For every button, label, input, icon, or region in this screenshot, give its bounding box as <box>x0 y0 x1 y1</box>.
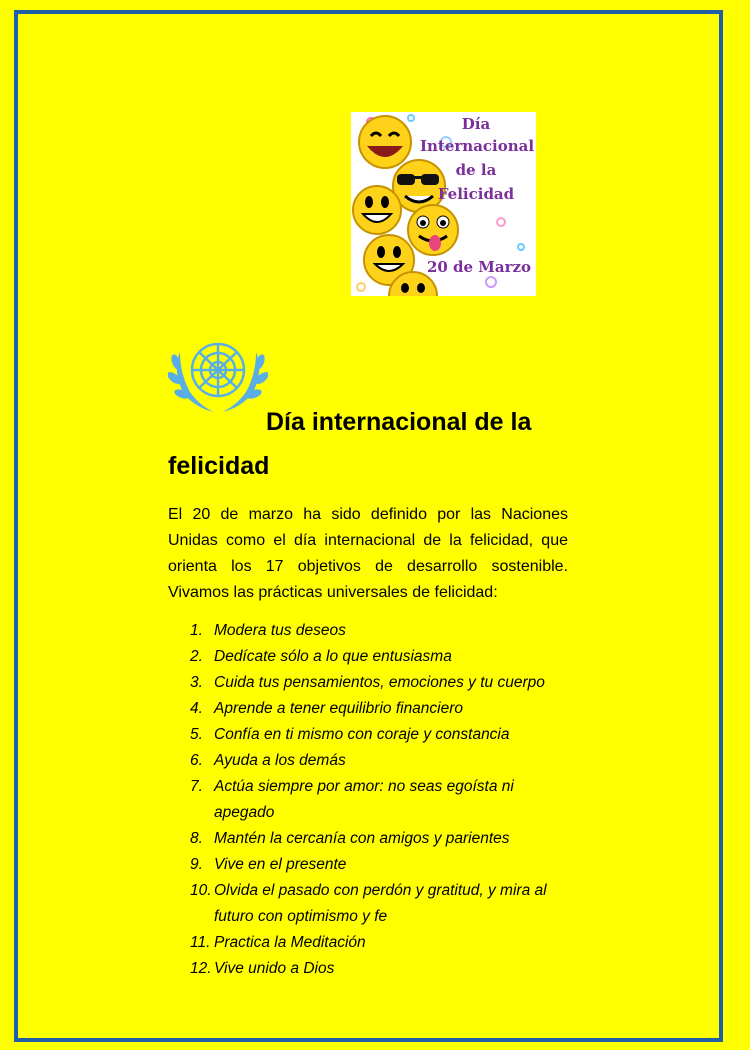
practice-text: Practica la Meditación <box>214 934 366 951</box>
badge-line-1: Día <box>461 115 491 133</box>
grinning-face-icon <box>353 186 401 234</box>
practices-list <box>168 618 568 982</box>
tongue-face-icon <box>408 205 458 255</box>
title-line-1: Día internacional de la <box>266 408 532 436</box>
practice-text: Confía en ti mismo con coraje y constancia <box>214 726 510 743</box>
badge-line-3: de la <box>455 161 497 179</box>
practice-item <box>168 748 568 774</box>
practice-number: 3. <box>190 674 203 691</box>
badge-line-4: Felicidad <box>437 185 515 203</box>
practice-number: 8. <box>190 830 203 847</box>
practice-number: 12. <box>190 960 212 977</box>
practice-number: 2. <box>190 648 203 665</box>
practice-number: 1. <box>190 622 203 639</box>
practice-text: Dedícate sólo a lo que entusiasma <box>214 648 452 665</box>
practice-item <box>168 878 568 930</box>
practice-text: Actúa siempre por amor: no seas egoísta ni apegado <box>214 778 514 821</box>
practice-item <box>168 956 568 982</box>
practice-item <box>168 852 568 878</box>
practice-item <box>168 644 568 670</box>
laughing-face-icon <box>359 116 411 168</box>
practice-number: 11. <box>190 934 211 951</box>
practice-text: Olvida el pasado con perdón y gratitud, y mira al futuro con optimismo y fe <box>214 882 547 925</box>
practice-item <box>168 670 568 696</box>
practice-number: 4. <box>190 700 203 717</box>
intro-paragraph: El 20 de marzo ha sido definido por las Naciones Unidas como el día internacional de la felicidad, que orienta los 17 objetivos de desarrollo sostenible. Vivamos las prácticas universales de felicidad: <box>168 506 568 601</box>
practice-item <box>168 930 568 956</box>
un-emblem-icon <box>168 332 268 416</box>
badge-line-2: Internacional <box>420 137 535 155</box>
practice-number: 5. <box>190 726 203 743</box>
title-line-2: felicidad <box>168 452 270 480</box>
happiness-day-badge <box>351 112 536 296</box>
practice-number: 7. <box>190 778 203 795</box>
practice-text: Aprende a tener equilibrio financiero <box>214 700 464 717</box>
badge-date: 20 de Marzo <box>426 258 532 276</box>
practice-item <box>168 696 568 722</box>
practice-text: Vive en el presente <box>214 856 347 873</box>
practice-text: Vive unido a Dios <box>214 960 335 977</box>
practice-text: Modera tus deseos <box>214 622 346 639</box>
practice-number: 9. <box>190 856 203 873</box>
practice-item <box>168 722 568 748</box>
practice-text: Mantén la cercanía con amigos y parientes <box>214 830 510 847</box>
practice-item <box>168 774 568 826</box>
practice-text: Cuida tus pensamientos, emociones y tu cuerpo <box>214 674 545 691</box>
practice-number: 10. <box>190 882 212 899</box>
practice-item <box>168 618 568 644</box>
practice-item <box>168 826 568 852</box>
practice-text: Ayuda a los demás <box>214 752 346 769</box>
practice-number: 6. <box>190 752 203 769</box>
